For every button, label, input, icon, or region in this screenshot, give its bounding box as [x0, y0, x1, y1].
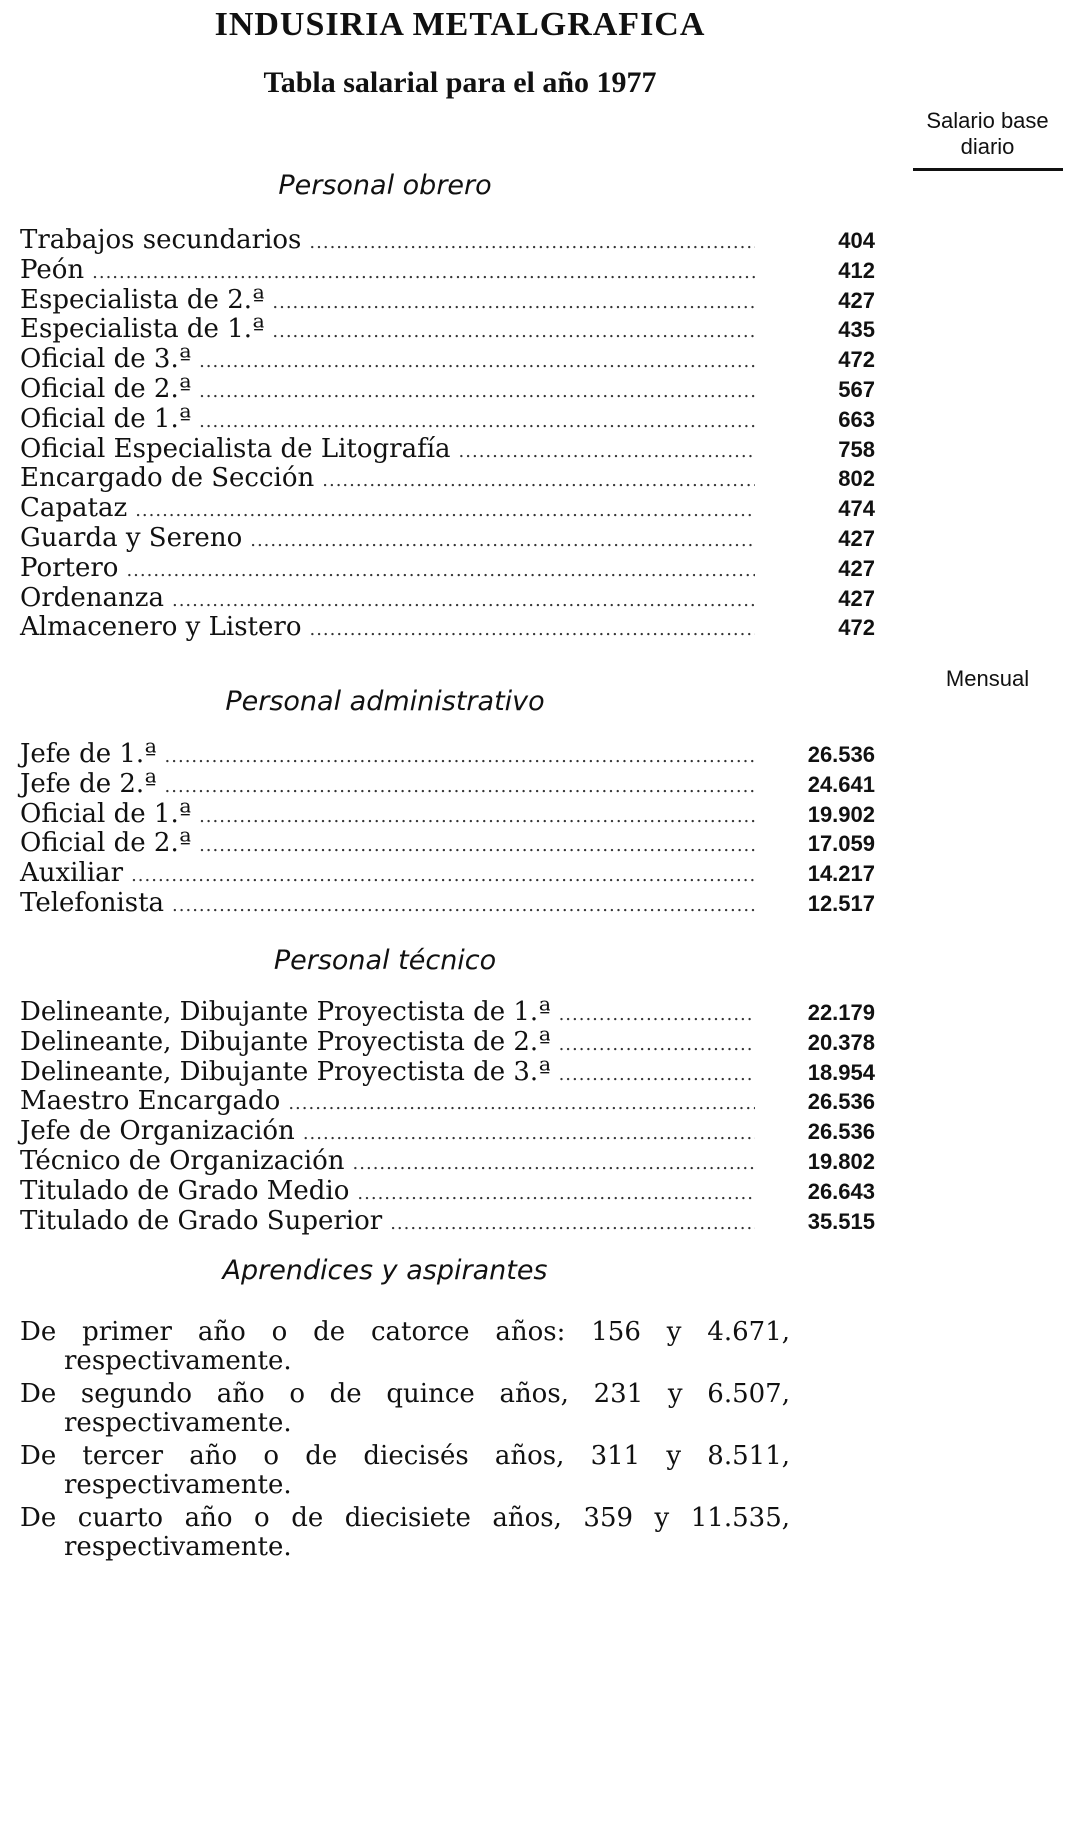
table-row: [20, 554, 875, 584]
row-value: 435: [838, 317, 875, 343]
table-row: [20, 1028, 875, 1058]
row-label: Encargado de Sección: [20, 463, 315, 494]
row-value: 472: [838, 347, 875, 373]
row-label: Trabajos secundarios: [20, 225, 302, 255]
table-row: [20, 584, 875, 614]
apprentice-note: De cuarto año o de diecisiete años, 359 y 11.535, respectivamente.: [20, 1503, 790, 1562]
apprentice-note: De primer año o de catorce años: 156 y 4.671, respectivamente.: [20, 1317, 790, 1376]
leader-dots: [559, 1000, 755, 1030]
table-row: [20, 315, 875, 345]
table-row: [20, 464, 875, 494]
document-subtitle: Tabla salarial para el año 1977: [263, 66, 657, 99]
apprentice-note: De tercer año o de diecisés años, 311 y 8.511, respectivamente.: [20, 1441, 790, 1500]
leader-dots: [559, 1060, 755, 1090]
leader-dots: [353, 1149, 755, 1179]
table-row: [20, 1207, 875, 1237]
section-title-tecnico: Personal técnico: [273, 945, 497, 976]
row-value: 26.643: [807, 1178, 875, 1204]
row-value: 567: [838, 376, 875, 402]
row-value: 24.641: [807, 771, 875, 797]
table-row: [20, 800, 875, 830]
table-row: [20, 889, 875, 919]
row-value: 412: [838, 257, 875, 283]
row-label: Delineante, Dibujante Proyectista de 2.ª: [20, 1026, 551, 1057]
leader-dots: [309, 615, 755, 645]
leader-dots: [172, 891, 755, 921]
leader-dots: [199, 407, 755, 437]
column-header-daily-line2: diario: [960, 134, 1015, 159]
leader-dots: [131, 861, 755, 891]
section-title-administrativo: Personal administrativo: [225, 686, 545, 717]
leader-dots: [272, 317, 755, 347]
row-value: 427: [838, 555, 875, 581]
row-label: Guarda y Sereno: [20, 522, 243, 553]
row-label: Jefe de Organización: [20, 1116, 295, 1147]
row-value: 427: [838, 525, 875, 551]
row-label: Telefonista: [20, 887, 165, 918]
row-value: 26.536: [807, 1089, 875, 1115]
row-label: Auxiliar: [20, 858, 124, 889]
row-value: 18.954: [807, 1059, 875, 1085]
row-value: 427: [838, 585, 875, 611]
row-value: 19.802: [807, 1148, 875, 1174]
row-label: Oficial de 1.ª: [20, 403, 192, 434]
row-value: 17.059: [807, 831, 875, 857]
row-value: 472: [838, 615, 875, 641]
table-row: [20, 859, 875, 889]
row-value: 35.515: [807, 1208, 875, 1234]
table-row: [20, 1117, 875, 1147]
leader-dots: [135, 496, 755, 526]
row-label: Especialista de 2.ª: [20, 284, 265, 315]
leader-dots: [92, 258, 755, 288]
column-header-daily-salary: [900, 108, 1075, 171]
leader-dots: [288, 1089, 755, 1119]
row-value: 19.902: [807, 801, 875, 827]
leader-dots: [199, 831, 755, 861]
table-row: [20, 345, 875, 375]
table-row: [20, 1087, 875, 1117]
section-title-aprendices: Aprendices y aspirantes: [222, 1255, 548, 1286]
rows-tecnico: [20, 998, 875, 1236]
section-title-obrero: Personal obrero: [278, 170, 492, 201]
row-value: 663: [838, 406, 875, 432]
table-row: [20, 226, 875, 256]
row-label: Maestro Encargado: [20, 1086, 281, 1117]
table-row: [20, 998, 875, 1028]
row-label: Delineante, Dibujante Proyectista de 1.ª: [20, 997, 551, 1027]
row-label: Portero: [20, 552, 119, 583]
table-row: [20, 770, 875, 800]
column-header-monthly: Mensual: [945, 666, 1030, 691]
row-label: Oficial Especialista de Litografía: [20, 433, 451, 464]
table-row: [20, 1177, 875, 1207]
row-value: 12.517: [807, 890, 875, 916]
rows-obrero: [20, 226, 875, 643]
leader-dots: [303, 1119, 755, 1149]
row-label: Oficial de 3.ª: [20, 344, 192, 375]
row-label: Especialista de 1.ª: [20, 314, 265, 345]
row-label: Titulado de Grado Medio: [20, 1175, 350, 1206]
row-label: Capataz: [20, 493, 128, 524]
table-row: [20, 740, 875, 770]
row-label: Oficial de 1.ª: [20, 798, 192, 829]
column-header-daily-line1: Salario base: [926, 108, 1049, 133]
leader-dots: [309, 228, 755, 258]
row-label: Jefe de 2.ª: [20, 768, 157, 799]
leader-dots: [459, 437, 755, 467]
apprentice-note: De segundo año o de quince años, 231 y 6.507, respectivamente.: [20, 1379, 790, 1438]
row-value: 26.536: [807, 742, 875, 767]
leader-dots: [272, 288, 755, 318]
row-label: Oficial de 2.ª: [20, 373, 192, 404]
table-row: [20, 256, 875, 286]
table-row: [20, 286, 875, 316]
leader-dots: [172, 586, 755, 616]
table-row: [20, 375, 875, 405]
row-value: 802: [838, 466, 875, 492]
row-value: 427: [838, 287, 875, 313]
row-label: Técnico de Organización: [20, 1145, 345, 1176]
row-value: 14.217: [807, 861, 875, 887]
rows-administrativo: [20, 740, 875, 919]
leader-dots: [250, 526, 755, 556]
row-label: Titulado de Grado Superior: [20, 1205, 383, 1236]
row-value: 404: [838, 228, 875, 253]
leader-dots: [199, 802, 755, 832]
row-value: 474: [838, 496, 875, 522]
leader-dots: [357, 1179, 755, 1209]
table-row: [20, 524, 875, 554]
row-value: 20.378: [807, 1029, 875, 1055]
table-row: [20, 405, 875, 435]
leader-dots: [199, 377, 755, 407]
leader-dots: [390, 1209, 755, 1239]
row-value: 26.536: [807, 1119, 875, 1145]
row-label: Almacenero y Listero: [20, 612, 302, 643]
table-row: [20, 494, 875, 524]
row-label: Ordenanza: [20, 582, 164, 613]
row-label: Oficial de 2.ª: [20, 828, 192, 859]
table-row: [20, 1147, 875, 1177]
row-value: 22.179: [807, 1000, 875, 1025]
table-row: [20, 435, 875, 465]
table-row: [20, 829, 875, 859]
row-label: Delineante, Dibujante Proyectista de 3.ª: [20, 1056, 551, 1087]
leader-dots: [559, 1030, 755, 1060]
leader-dots: [165, 772, 755, 802]
leader-dots: [199, 347, 755, 377]
row-label: Peón: [20, 254, 85, 285]
leader-dots: [126, 556, 755, 586]
document-title: INDUSIRIA METALGRAFICA: [214, 6, 706, 43]
apprentice-notes: [20, 1318, 790, 1566]
row-value: 758: [838, 436, 875, 462]
table-row: [20, 613, 875, 643]
leader-dots: [322, 466, 755, 496]
row-label: Jefe de 1.ª: [20, 739, 157, 769]
leader-dots: [165, 742, 755, 772]
table-row: [20, 1058, 875, 1088]
